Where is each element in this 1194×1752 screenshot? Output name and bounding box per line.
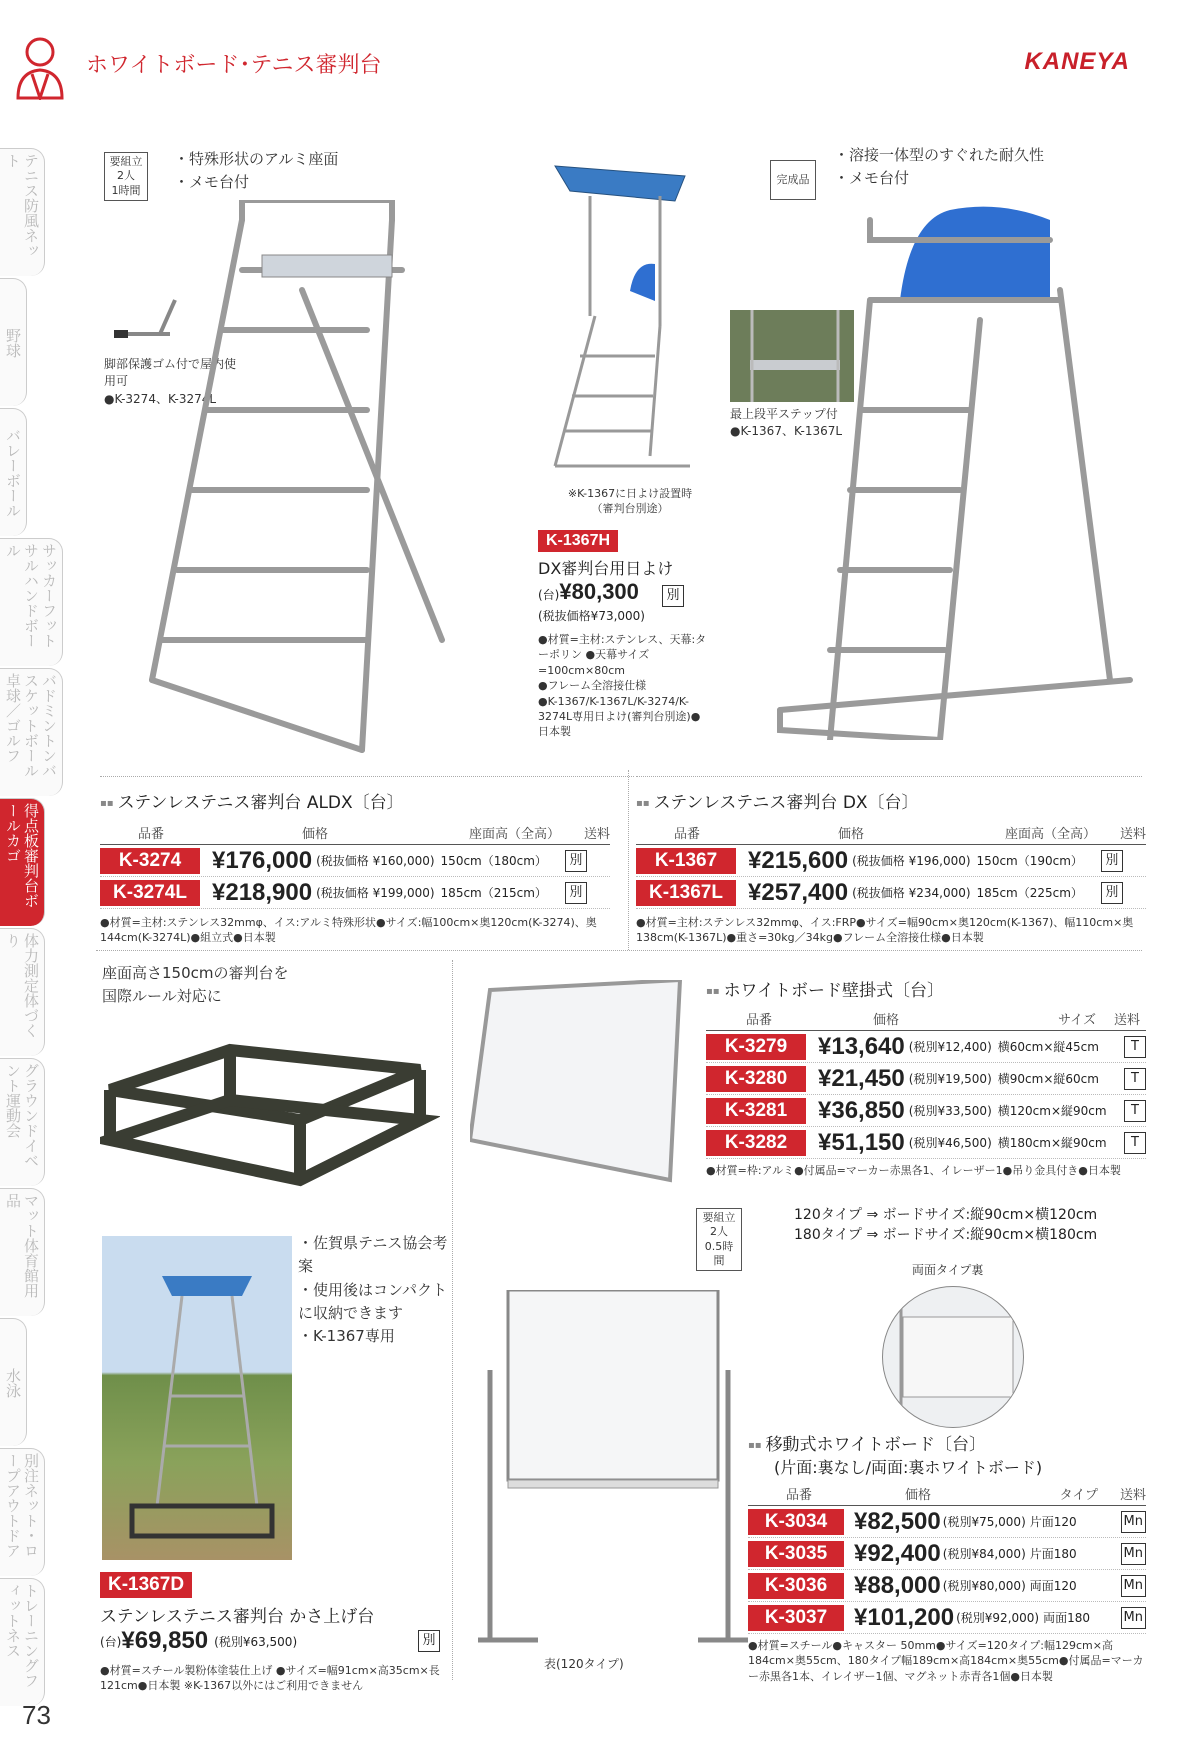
table-row xyxy=(636,845,1146,877)
aldx-notes: ●材質=主材:ステンレス32mmφ、イス:アルミ特殊形状●サイズ:幅100cm×奥120cm(K-3274)、奥144cm(K-3274L)●組立式●日本製 xyxy=(100,916,597,945)
aldx-feature: ・特殊形状のアルミ座面 xyxy=(174,150,339,168)
shipping-badge: 別 xyxy=(565,882,587,904)
product-code: K-3280 xyxy=(706,1066,806,1092)
mobile-board-subtitle: (片面:裏なし/両面:裏ホワイトボード) xyxy=(774,1458,1043,1477)
shipping-badge: Mn xyxy=(1121,1543,1146,1565)
raise-feature: ・使用後はコンパクトに収納できます xyxy=(298,1280,447,1322)
raise-features xyxy=(298,1232,448,1348)
product-tax: (税抜価格 ¥196,000) xyxy=(852,854,971,868)
product-price: ¥176,000 xyxy=(212,846,313,874)
product-price: ¥36,850 xyxy=(818,1096,905,1124)
product-tax: (税別¥75,000) xyxy=(942,1515,1026,1529)
shipping-badge: T xyxy=(1124,1132,1146,1154)
product-tax: (税抜価格 ¥160,000) xyxy=(316,854,435,868)
referee-icon xyxy=(14,32,66,100)
product-tax: (税抜価格 ¥199,000) xyxy=(316,886,435,900)
col-header-code: 品番 xyxy=(746,1013,773,1028)
col-header-code: 品番 xyxy=(138,827,165,842)
dx-feature: ・溶接一体型のすぐれた耐久性 xyxy=(834,146,1045,164)
product-price: ¥218,900 xyxy=(212,878,313,906)
product-tax: (税別¥63,500) xyxy=(214,1634,298,1649)
product-code: K-3034 xyxy=(748,1509,844,1535)
product-code: K-3281 xyxy=(706,1098,806,1124)
raise-photo xyxy=(102,1236,292,1560)
side-tab-badminton[interactable]: バドミントンバスケットボール卓球／ゴルフ xyxy=(0,668,63,796)
page-title: ホワイトボード･テニス審判台 xyxy=(86,53,382,78)
wall-board-image xyxy=(470,980,690,1200)
table-row xyxy=(748,1538,1146,1570)
col-header-type: タイプ xyxy=(1059,1488,1098,1503)
product-code: K-3037 xyxy=(748,1605,844,1631)
col-header-shipping: 送料 xyxy=(583,827,610,842)
product-price: ¥257,400 xyxy=(748,878,849,906)
col-header-price: 価格 xyxy=(301,827,328,842)
table-row xyxy=(636,877,1146,909)
dx-title: ▪▪ ステンレステニス審判台 DX〔台〕 xyxy=(636,788,1146,813)
product-spec: 両面180 xyxy=(1043,1611,1091,1625)
finished-badge: 完成品 xyxy=(770,160,816,200)
col-header-code: 品番 xyxy=(786,1488,813,1503)
dx-features xyxy=(834,144,1044,191)
aldx-feature: ・メモ台付 xyxy=(174,173,250,192)
product-price: ¥69,850 xyxy=(121,1627,209,1654)
price-unit: (台) xyxy=(538,588,560,602)
raise-platform-image xyxy=(100,1030,440,1210)
product-price: ¥101,200 xyxy=(854,1603,955,1631)
assembly-badge: 要組立 2人 1時間 xyxy=(104,152,148,201)
image-caption: 表(120タイプ) xyxy=(544,1657,624,1671)
product-code: K-1367H xyxy=(538,530,618,552)
shipping-badge: 別 xyxy=(565,850,587,872)
product-tax: (税別¥84,000) xyxy=(942,1547,1026,1561)
product-spec: 185cm（225cm） xyxy=(976,886,1083,900)
product-code: K-3036 xyxy=(748,1573,844,1599)
dx-callout: 最上段平ステップ付 ●K-1367、K-1367L xyxy=(730,407,843,439)
dx-feature: ・メモ台付 xyxy=(834,169,910,188)
mobile-board-notes: ●材質=スチール●キャスター 50mm●サイズ=120タイプ:幅129cm×高184cm×奥55cm、180タイプ幅189cm×高184cm×奥55cm●付属品=マーカー赤黒各1本、イレイザー1個、マグネット赤青各1個●日本製 xyxy=(748,1639,1144,1683)
aldx-title: ▪▪ ステンレステニス審判台 ALDX〔台〕 xyxy=(100,788,610,813)
sunshade-caption: ※K-1367に日よけ設置時 （審判台別途） xyxy=(567,487,693,516)
product-tax: (税別¥12,400) xyxy=(908,1040,992,1054)
col-header-price: 価格 xyxy=(837,827,864,842)
table-row xyxy=(100,877,610,909)
col-header-seat-height: 座面高（全高） xyxy=(468,827,560,842)
product-spec: 両面120 xyxy=(1029,1579,1077,1593)
product-spec: 片面180 xyxy=(1029,1547,1077,1561)
product-price: ¥92,400 xyxy=(854,1539,941,1567)
product-name: ステンレステニス審判台 かさ上げ台 xyxy=(100,1607,375,1627)
shipping-badge: Mn xyxy=(1121,1607,1146,1629)
sunshade-product xyxy=(538,530,708,740)
product-tax: (税別¥92,000) xyxy=(956,1611,1040,1625)
product-code: K-1367 xyxy=(636,848,736,874)
dx-notes: ●材質=主材:ステンレス32mmφ、イス:FRP●サイズ=幅90cm×奥120cm(K-1367)、幅110cm×奥138cm(K-1367L)●重さ=30kg／34kg●フレーム全溶接仕様●日本製 xyxy=(636,916,1134,945)
product-price: ¥82,500 xyxy=(854,1507,941,1535)
raise-intro: 座面高さ150cmの審判台を 国際ルール対応に xyxy=(102,964,289,1006)
side-tab-baseball[interactable]: 野球 xyxy=(0,278,27,406)
brand-logo: KANEYA xyxy=(1024,48,1130,75)
product-price: ¥215,600 xyxy=(748,846,849,874)
product-price: ¥13,640 xyxy=(818,1032,905,1060)
shipping-badge: 別 xyxy=(418,1630,440,1652)
product-code: K-3282 xyxy=(706,1130,806,1156)
side-tab-ground[interactable]: グラウンドイベント運動会 xyxy=(0,1058,45,1186)
shipping-badge: Mn xyxy=(1121,1511,1146,1533)
product-tax: (税別¥33,500) xyxy=(908,1104,992,1118)
shipping-badge: 別 xyxy=(1101,850,1123,872)
aldx-callout: 脚部保護ゴム付で屋内使用可 ●K-3274、K-3274L xyxy=(104,357,237,406)
raise-feature: ・K-1367専用 xyxy=(298,1327,395,1345)
wall-board-title: ▪▪ ホワイトボード壁掛式〔台〕 xyxy=(706,976,1146,1001)
table-row xyxy=(706,1031,1146,1063)
aldx-chair-image xyxy=(142,200,522,760)
raise-product xyxy=(100,1572,440,1694)
wall-board-table xyxy=(706,976,1146,1178)
product-price: ¥51,150 xyxy=(818,1128,905,1156)
mobile-board-table xyxy=(748,1430,1146,1684)
side-tab-volleyball[interactable]: バレーボール xyxy=(0,408,27,536)
side-tab-outdoor[interactable]: 別注ネット・ロープアウトドア xyxy=(0,1448,45,1576)
mobile-board-image xyxy=(478,1290,748,1670)
product-tax: (税抜価格¥73,000) xyxy=(538,609,645,623)
product-spec: 横60cm×縦45cm xyxy=(997,1040,1099,1054)
back-side-image xyxy=(882,1286,1024,1428)
col-header-shipping: 送料 xyxy=(1113,1013,1140,1028)
assembly-badge: 要組立 2人 0.5時間 xyxy=(696,1208,742,1271)
product-spec: 横90cm×縦60cm xyxy=(997,1072,1099,1086)
col-header-price: 価格 xyxy=(904,1488,931,1503)
table-row xyxy=(748,1570,1146,1602)
product-tax: (税別¥46,500) xyxy=(908,1136,992,1150)
product-tax: (税別¥80,000) xyxy=(942,1579,1026,1593)
shipping-badge: T xyxy=(1124,1100,1146,1122)
product-spec: 横120cm×縦90cm xyxy=(997,1104,1107,1118)
product-spec: 150cm（190cm） xyxy=(976,854,1083,868)
wall-board-notes: ●材質=枠:アルミ●付属品=マーカー赤黒各1、イレーザー1●吊り金具付き●日本製 xyxy=(706,1164,1121,1177)
side-tab-fitness-test[interactable]: 体力測定体づくり xyxy=(0,928,45,1056)
product-tax: (税別¥19,500) xyxy=(908,1072,992,1086)
col-header-shipping: 送料 xyxy=(1119,1488,1146,1503)
side-tab-soccer[interactable]: サッカーフットサルハンドボール xyxy=(0,538,63,666)
side-tab-tennis[interactable]: テニス防風ネット xyxy=(0,148,45,276)
product-spec: 185cm（215cm） xyxy=(440,886,547,900)
col-header-size: サイズ xyxy=(1058,1013,1096,1028)
aldx-product-table xyxy=(100,788,610,946)
mobile-board-title: ▪▪ 移動式ホワイトボード〔台〕 xyxy=(748,1430,1146,1455)
shipping-badge: 別 xyxy=(1101,882,1123,904)
table-row xyxy=(100,845,610,877)
table-row xyxy=(706,1127,1146,1159)
product-code: K-1367L xyxy=(636,880,736,906)
product-tax: (税抜価格 ¥234,000) xyxy=(852,886,971,900)
shipping-badge: Mn xyxy=(1121,1575,1146,1597)
sunshade-image xyxy=(550,156,700,476)
col-header-price: 価格 xyxy=(872,1013,899,1028)
col-header-seat-height: 座面高（全高） xyxy=(1004,827,1096,842)
shipping-badge: T xyxy=(1124,1036,1146,1058)
shipping-badge: T xyxy=(1124,1068,1146,1090)
sunshade-notes: ●材質=主材:ステンレス、天幕:ターポリン ●天幕サイズ=100cm×80cm ●フレーム全溶接仕様 ●K-1367/K-1367L/K-3274/K-3274L専用日よけ(審判台別途)●日本製 xyxy=(538,633,707,739)
raise-notes: ●材質=スチール製粉体塗装仕上げ ●サイズ=幅91cm×高35cm×長121cm●日本製 ※K-1367以外にはご利用できません xyxy=(100,1664,440,1693)
product-code: K-3274L xyxy=(100,880,200,906)
mobile-board-types: 120タイプ ⇒ ボードサイズ:縦90cm×横120cm 180タイプ ⇒ ボードサイズ:縦90cm×横180cm xyxy=(794,1207,1098,1243)
product-spec: 片面120 xyxy=(1029,1515,1077,1529)
product-spec: 150cm（180cm） xyxy=(440,854,547,868)
product-name: DX審判台用日よけ xyxy=(538,559,674,578)
aldx-features xyxy=(174,148,338,195)
side-tab-scoreboard[interactable]: 得点板審判台ボールカゴ xyxy=(0,798,45,926)
side-tab-mat[interactable]: マット体育館用品 xyxy=(0,1188,45,1316)
back-caption: 両面タイプ裏 xyxy=(912,1263,984,1277)
side-nav xyxy=(0,148,66,1708)
side-tab-training[interactable]: トレーニングフィットネス xyxy=(0,1578,45,1706)
product-code: K-3279 xyxy=(706,1034,806,1060)
product-code: K-3274 xyxy=(100,848,200,874)
page-number: 73 xyxy=(22,1700,51,1730)
price-unit: (台) xyxy=(100,1634,122,1649)
table-row xyxy=(748,1506,1146,1538)
raise-feature: ・佐賀県テニス協会考案 xyxy=(298,1234,448,1276)
side-tab-swimming[interactable]: 水泳 xyxy=(0,1318,27,1446)
col-header-code: 品番 xyxy=(674,827,701,842)
table-row xyxy=(748,1602,1146,1634)
product-price: ¥88,000 xyxy=(854,1571,941,1599)
product-price: ¥21,450 xyxy=(818,1064,905,1092)
product-code: K-1367D xyxy=(100,1572,192,1598)
product-price: ¥80,300 xyxy=(559,579,639,604)
shipping-badge: 別 xyxy=(662,585,684,607)
table-row xyxy=(706,1063,1146,1095)
table-row xyxy=(706,1095,1146,1127)
col-header-shipping: 送料 xyxy=(1119,827,1146,842)
dx-product-table xyxy=(636,788,1146,946)
product-spec: 横180cm×縦90cm xyxy=(997,1136,1107,1150)
dx-chair-image xyxy=(770,200,1150,740)
product-code: K-3035 xyxy=(748,1541,844,1567)
